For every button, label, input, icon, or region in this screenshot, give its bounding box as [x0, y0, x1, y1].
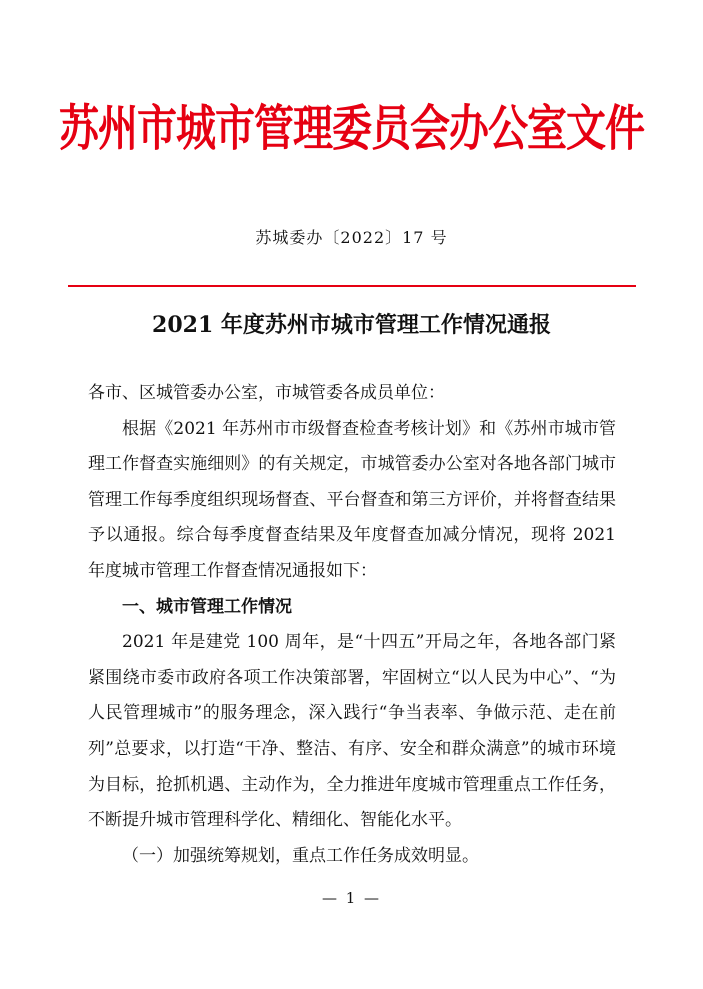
- page-number: — 1 —: [321, 889, 382, 907]
- document-number: 苏城委办〔2022〕17 号: [255, 228, 448, 247]
- section-heading: 一、城市管理工作情况: [122, 596, 292, 617]
- red-divider: [68, 285, 636, 287]
- salutation: 各市、区城管委办公室，市城管委各成员单位：: [88, 383, 445, 403]
- issuer-title: 苏州市城市管理委员会办公室文件: [59, 100, 644, 158]
- section-paragraph: 2021 年是建党 100 周年，是“十四五”开局之年，各地各部门紧紧围绕市委市政府各项工作决策部署，牢固树立“以人民为中心”、“为人民管理城市”的服务理念，深入践行“争当表率、争做示范、走在前列”总要求，以打造“干净、整洁、有序、安全和群众满意”的城市环境为目标，抢抓机遇、主动作为，全力推进年度城市管理重点工作任务，不断提升城市管理科学化、精细化、智能化水平。: [88, 632, 616, 831]
- notice-title: 2021 年度苏州市城市管理工作情况通报: [152, 312, 551, 338]
- intro-paragraph: 根据《2021 年苏州市市级督查检查考核计划》和《苏州市城市管理工作督查实施细则》的有关规定，市城管委办公室对各地各部门城市管理工作每季度组织现场督查、平台督查和第三方评价，并将督查结果予以通报。综合每季度督查结果及年度督查加减分情况，现将 2021 年度城市管理工作督查情况通报如下：: [88, 418, 616, 581]
- document-body: [88, 376, 616, 874]
- subsection-heading: （一）加强统筹规划，重点工作任务成效明显。: [122, 845, 479, 866]
